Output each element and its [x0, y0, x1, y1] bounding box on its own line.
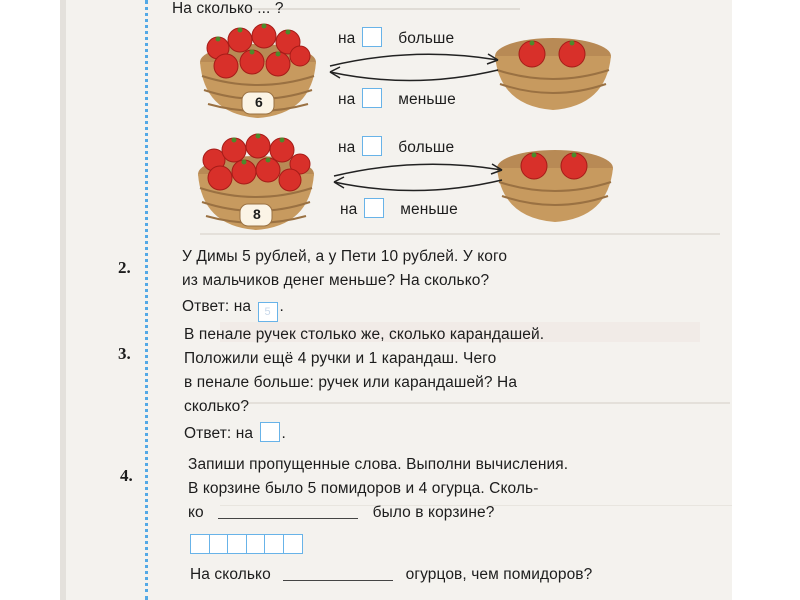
task4-line-1: Запиши пропущенные слова. Выполни вычисления.	[188, 456, 569, 473]
basket-with-few-tomatoes-icon	[492, 16, 614, 112]
answer-label: Ответ: на	[184, 425, 254, 442]
double-arrow-icon	[326, 158, 510, 198]
task3-line-1: В пенале ручек столько же, сколько карандашей.	[184, 326, 545, 343]
answer-label: Ответ: на	[182, 298, 252, 315]
prefix-text: на	[338, 139, 356, 156]
word-more: больше	[398, 30, 455, 47]
answer-box[interactable]	[362, 88, 382, 108]
answer-cell[interactable]	[264, 534, 284, 554]
basket-count-label: 8	[253, 206, 261, 222]
textbook-page	[60, 0, 732, 600]
word-more: больше	[398, 139, 455, 156]
answer-cell[interactable]	[190, 534, 210, 554]
answer-box[interactable]	[362, 27, 382, 47]
text-suffix: было в корзине?	[372, 504, 495, 521]
double-arrow-icon	[322, 48, 506, 88]
answer-cell[interactable]	[209, 534, 229, 554]
comparison-text-more	[338, 27, 454, 48]
task1-header: На сколько ... ?	[172, 0, 284, 17]
comparison-text-less	[338, 88, 456, 109]
answer-box[interactable]	[258, 302, 278, 322]
task2-line-1: У Димы 5 рублей, а у Пети 10 рублей. У кого	[182, 248, 508, 265]
bleed-through-mark	[210, 402, 730, 404]
task4-question	[190, 566, 592, 584]
task4-line-2: В корзине было 5 помидоров и 4 огурца. Сколь-	[188, 480, 539, 497]
basket-with-few-tomatoes-icon	[494, 128, 616, 224]
comparison-text-less	[340, 198, 458, 219]
word-less: меньше	[398, 91, 456, 108]
answer-box[interactable]	[260, 422, 280, 442]
task3-line-2: Положили ещё 4 ручки и 1 карандаш. Чего	[184, 350, 497, 367]
answer-cell[interactable]	[283, 534, 303, 554]
answer-cell[interactable]	[227, 534, 247, 554]
task2-answer	[182, 298, 284, 322]
word-less: меньше	[400, 201, 458, 218]
comparison-text-more	[338, 136, 454, 157]
task4-line-3	[188, 504, 494, 522]
dotted-margin-line	[145, 0, 148, 600]
fill-in-blank[interactable]	[283, 580, 393, 581]
answer-period: .	[279, 298, 284, 315]
fill-in-blank[interactable]	[218, 518, 358, 519]
prefix-text: на	[338, 30, 356, 47]
task-number: 4.	[120, 466, 133, 485]
answer-period: .	[281, 425, 286, 442]
page-spine-shadow	[60, 0, 66, 600]
task3-answer	[184, 422, 286, 443]
answer-cells-row	[190, 534, 301, 554]
task3-line-3: в пенале больше: ручек или карандашей? На	[184, 374, 518, 391]
answer-box[interactable]	[364, 198, 384, 218]
answer-cell[interactable]	[246, 534, 266, 554]
task-number: 3.	[118, 344, 131, 363]
basket-count-label: 6	[255, 94, 263, 110]
text-suffix: огурцов, чем помидоров?	[405, 566, 593, 583]
task3-line-4: сколько?	[184, 398, 250, 415]
task-number: 2.	[118, 258, 131, 277]
task2-line-2: из мальчиков денег меньше? На сколько?	[182, 272, 490, 289]
answer-box[interactable]	[362, 136, 382, 156]
prefix-text: на	[338, 91, 356, 108]
text-prefix: ко	[188, 504, 204, 521]
text-prefix: На сколько	[190, 566, 271, 583]
faint-digit: 5	[264, 306, 271, 318]
prefix-text: на	[340, 201, 358, 218]
